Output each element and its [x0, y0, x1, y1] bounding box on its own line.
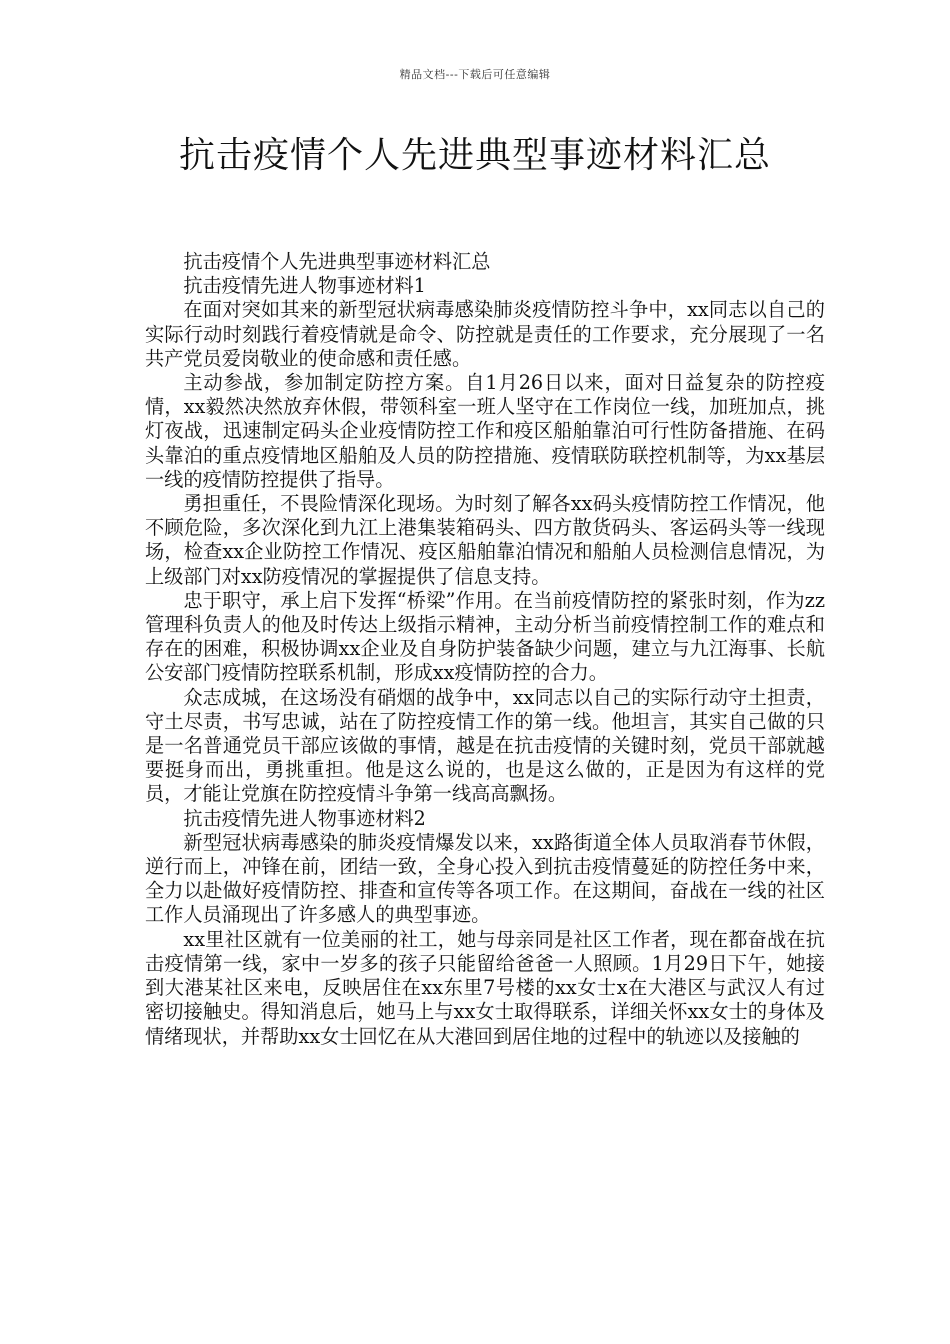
- paragraph: 抗击疫情个人先进典型事迹材料汇总: [183, 250, 491, 273]
- section-heading: 抗击疫情先进人物事迹材料1: [183, 274, 426, 298]
- paragraph: 众志成城，在这场没有硝烟的战争中，xx同志以自己的实际行动守土担责，守土尽责，书写忠诚，站在了防控疫情工作的第一线。他坦言，其实自己做的只是一名普通党员干部应该做的事情，越是在抗击疫情的关键时刻，党员干部就越要挺身而出，勇挑重担。他是这么说的，也是这么做的，正是因为有这样的党员，才能让党旗在防控疫情斗争第一线高高飘扬。: [145, 685, 825, 806]
- paragraph: xx里社区就有一位美丽的社工，她与母亲同是社区工作者，现在都奋战在抗击疫情第一线，家中一岁多的孩子只能留给爸爸一人照顾。1月29日下午，她接到大港某社区来电，反映居住在xx东里7号楼的xx女士x在大港区与武汉人有过密切接触史。得知消息后，她马上与xx女士取得联系，详细关怀xx女士的身体及情绪现状，并帮助xx女士回忆在从大港回到居住地的过程中的轨迹以及接触的: [145, 927, 825, 1048]
- document-title: 抗击疫情个人先进典型事迹材料汇总: [178, 135, 771, 176]
- paragraph: 主动参战，参加制定防控方案。自1月26日以来，面对日益复杂的防控疫情，xx毅然决然放弃休假，带领科室一班人坚守在工作岗位一线，加班加点，挑灯夜战，迅速制定码头企业疫情防控工作和疫区船舶靠泊可行性防备措施、在码头靠泊的重点疫情地区船舶及人员的防控措施、疫情联防联控机制等，为xx基层一线的疫情防控提供了指导。: [145, 371, 825, 491]
- paragraph: 忠于职守，承上启下发挥“桥梁”作用。在当前疫情防控的紧张时刻，作为zz管理科负责人的他及时传达上级指示精神，主动分析当前疫情控制工作的难点和存在的困难，积极协调xx企业及自身防护装备缺少问题，建立与九江海事、长航公安部门疫情防控联系机制，形成xx疫情防控的合力。: [145, 588, 825, 685]
- header-note: 精品文档---下载后可任意编辑: [399, 68, 551, 81]
- paragraph: 在面对突如其来的新型冠状病毒感染肺炎疫情防控斗争中，xx同志以自己的实际行动时刻践行着疫情就是命令、防控就是责任的工作要求，充分展现了一名共产党员爱岗敬业的使命感和责任感。: [145, 298, 825, 370]
- document-body: [145, 250, 825, 1049]
- paragraph: 新型冠状病毒感染的肺炎疫情爆发以来，xx路街道全体人员取消春节休假，逆行而上，冲锋在前，团结一致，全身心投入到抗击疫情蔓延的防控任务中来，全力以赴做好疫情防控、排查和宣传等各项工作。在这期间，奋战在一线的社区工作人员涌现出了许多感人的典型事迹。: [145, 830, 825, 927]
- section-heading: 抗击疫情先进人物事迹材料2: [183, 806, 426, 830]
- paragraph: 勇担重任，不畏险情深化现场。为时刻了解各xx码头疫情防控工作情况，他不顾危险，多次深化到九江上港集装箱码头、四方散货码头、客运码头等一线现场，检查xx企业防控工作情况、疫区船舶靠泊情况和船舶人员检测信息情况，为上级部门对xx防疫情况的掌握提供了信息支持。: [145, 492, 825, 588]
